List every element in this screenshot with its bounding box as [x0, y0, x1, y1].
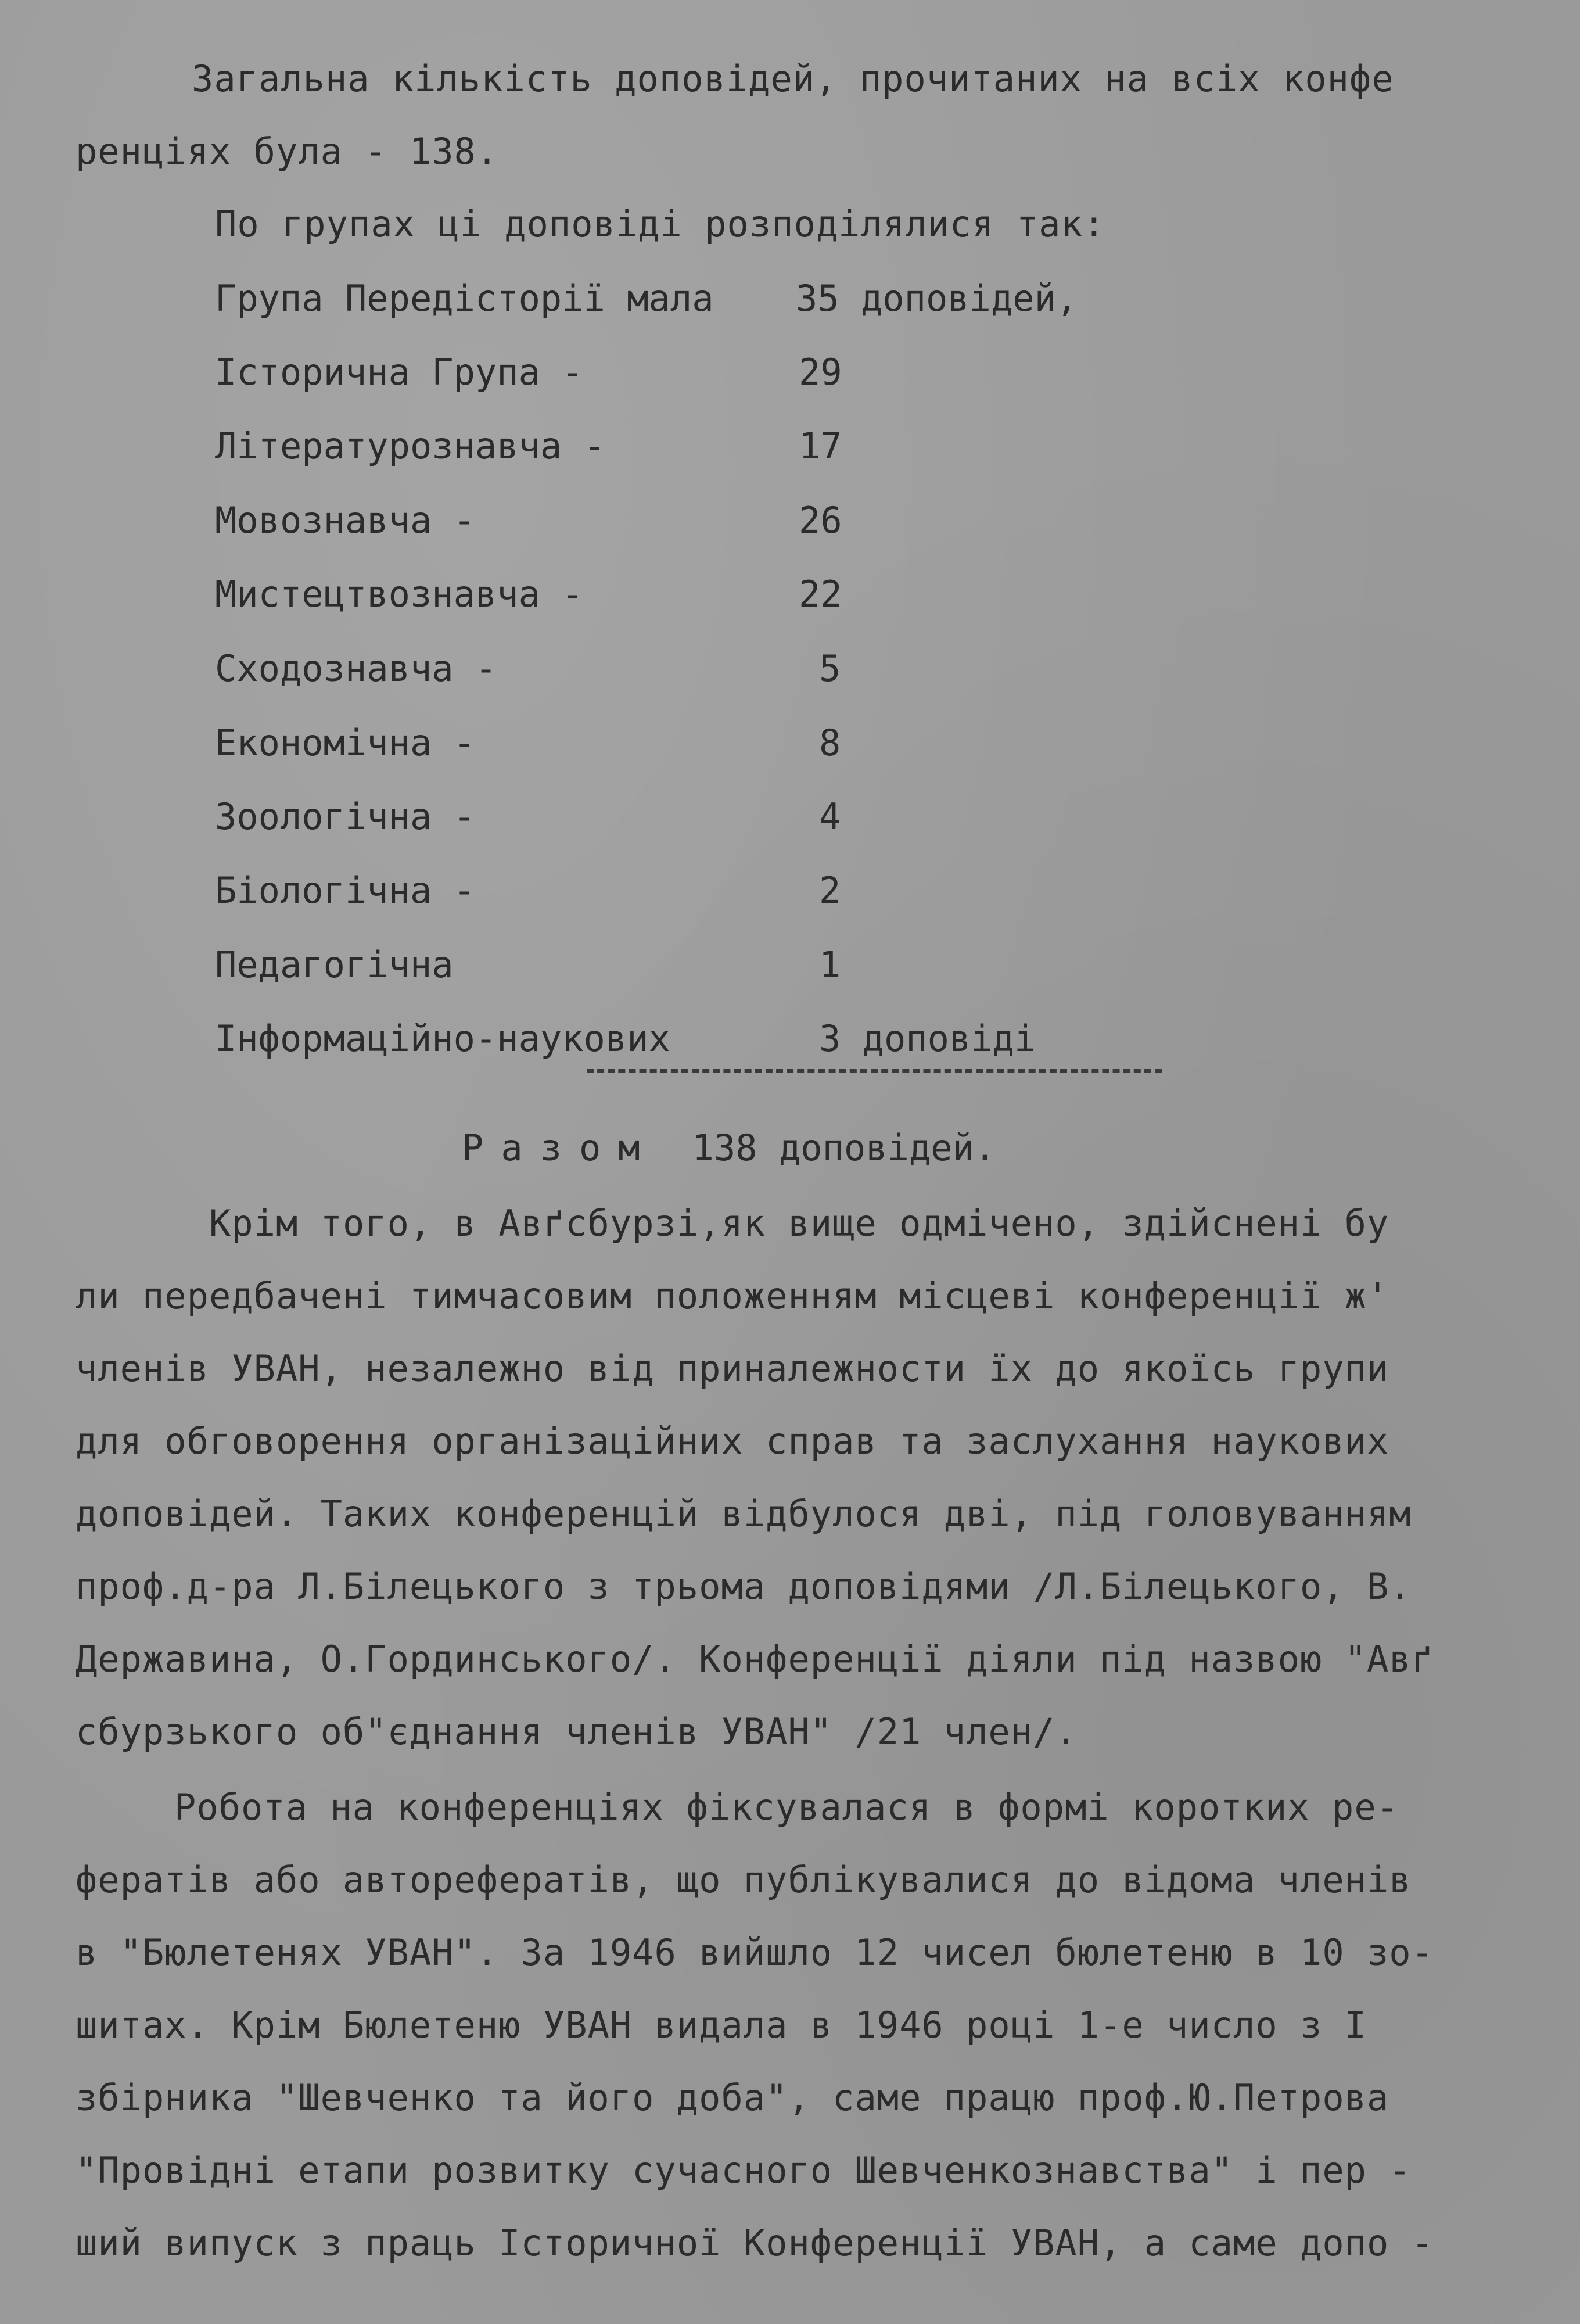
group-label: Інформаційно-наукових	[215, 1017, 670, 1060]
sum-divider	[587, 1069, 1162, 1073]
group-count: 17	[799, 425, 842, 467]
group-label: Історична Група -	[215, 351, 584, 393]
group-label: Мовознавча -	[215, 499, 475, 541]
group-count: 35 доповідей,	[796, 277, 1078, 320]
intro-line-1: Загальна кількість доповідей, прочитаних на всіх конфе	[192, 58, 1394, 100]
group-count: 2	[819, 869, 841, 912]
paragraph3-line: ший випуск з праць Історичної Конференції УВАН, а саме допо -	[76, 2222, 1434, 2264]
paragraph2-line: ли передбачені тимчасовим положенням місцеві конференції ж'	[76, 1275, 1389, 1317]
intro-line-2: ренціях була - 138.	[76, 130, 499, 173]
paragraph3-line: в "Бюлетенях УВАН". За 1946 вийшло 12 чисел бюлетеню в 10 зо-	[76, 1931, 1434, 1974]
group-label: Зоологічна -	[215, 795, 475, 838]
group-label: Економічна -	[215, 722, 475, 764]
group-count: 3 доповіді	[819, 1017, 1036, 1060]
paragraph2-line: членів УВАН, незалежно від приналежности їх до якоїсь групи	[76, 1347, 1389, 1390]
total-value: 138 доповідей.	[692, 1127, 996, 1169]
group-label: Сходознавча -	[215, 647, 497, 690]
group-count: 22	[799, 573, 842, 615]
paragraph2-line: Крім того, в Авґсбурзі,як вище одмічено, здійснені бу	[209, 1202, 1389, 1245]
group-count: 5	[819, 647, 841, 690]
group-label: Педагогічна	[215, 944, 454, 986]
group-label: Група Передісторії мала	[215, 277, 714, 320]
paragraph3-line: фератів або авторефератів, що публікувалися до відома членів	[76, 1859, 1412, 1901]
group-label: Біологічна -	[215, 869, 475, 912]
paragraph3-line: шитах. Крім Бюлетеню УВАН видала в 1946 році 1-е число з I	[76, 2004, 1367, 2046]
paragraph2-line: доповідей. Таких конференцій відбулося дві, під головуванням	[76, 1493, 1412, 1535]
paragraph3-line: збірника "Шевченко та його доба", саме працю проф.Ю.Петрова	[76, 2076, 1389, 2119]
paragraph2-line: для обговорення організаційних справ та заслухання наукових	[76, 1420, 1389, 1462]
group-count: 4	[819, 795, 841, 838]
distribution-intro: По групах ці доповіді розподілялися так:	[215, 203, 1106, 245]
group-label: Літературознавча -	[215, 425, 605, 467]
paragraph2-line: сбурзького об"єднання членів УВАН" /21 член/.	[76, 1710, 1078, 1753]
group-count: 26	[799, 499, 842, 541]
paragraph2-line: Державина, О.Гординського/. Конференції діяли під назвою "Авґ	[76, 1638, 1434, 1680]
total-label: Разом	[462, 1127, 658, 1169]
paragraph3-line: "Провідні етапи розвитку сучасного Шевченкознавства" і пер -	[76, 2149, 1412, 2192]
group-count: 1	[819, 944, 841, 986]
paragraph3-line: Робота на конференціях фіксувалася в формі коротких ре-	[174, 1786, 1399, 1828]
group-count: 8	[819, 722, 841, 764]
paragraph2-line: проф.д-ра Л.Білецького з трьома доповідями /Л.Білецького, В.	[76, 1565, 1412, 1608]
group-label: Мистецтвознавча -	[215, 573, 584, 615]
group-count: 29	[799, 351, 842, 393]
total-row	[462, 1127, 996, 1169]
